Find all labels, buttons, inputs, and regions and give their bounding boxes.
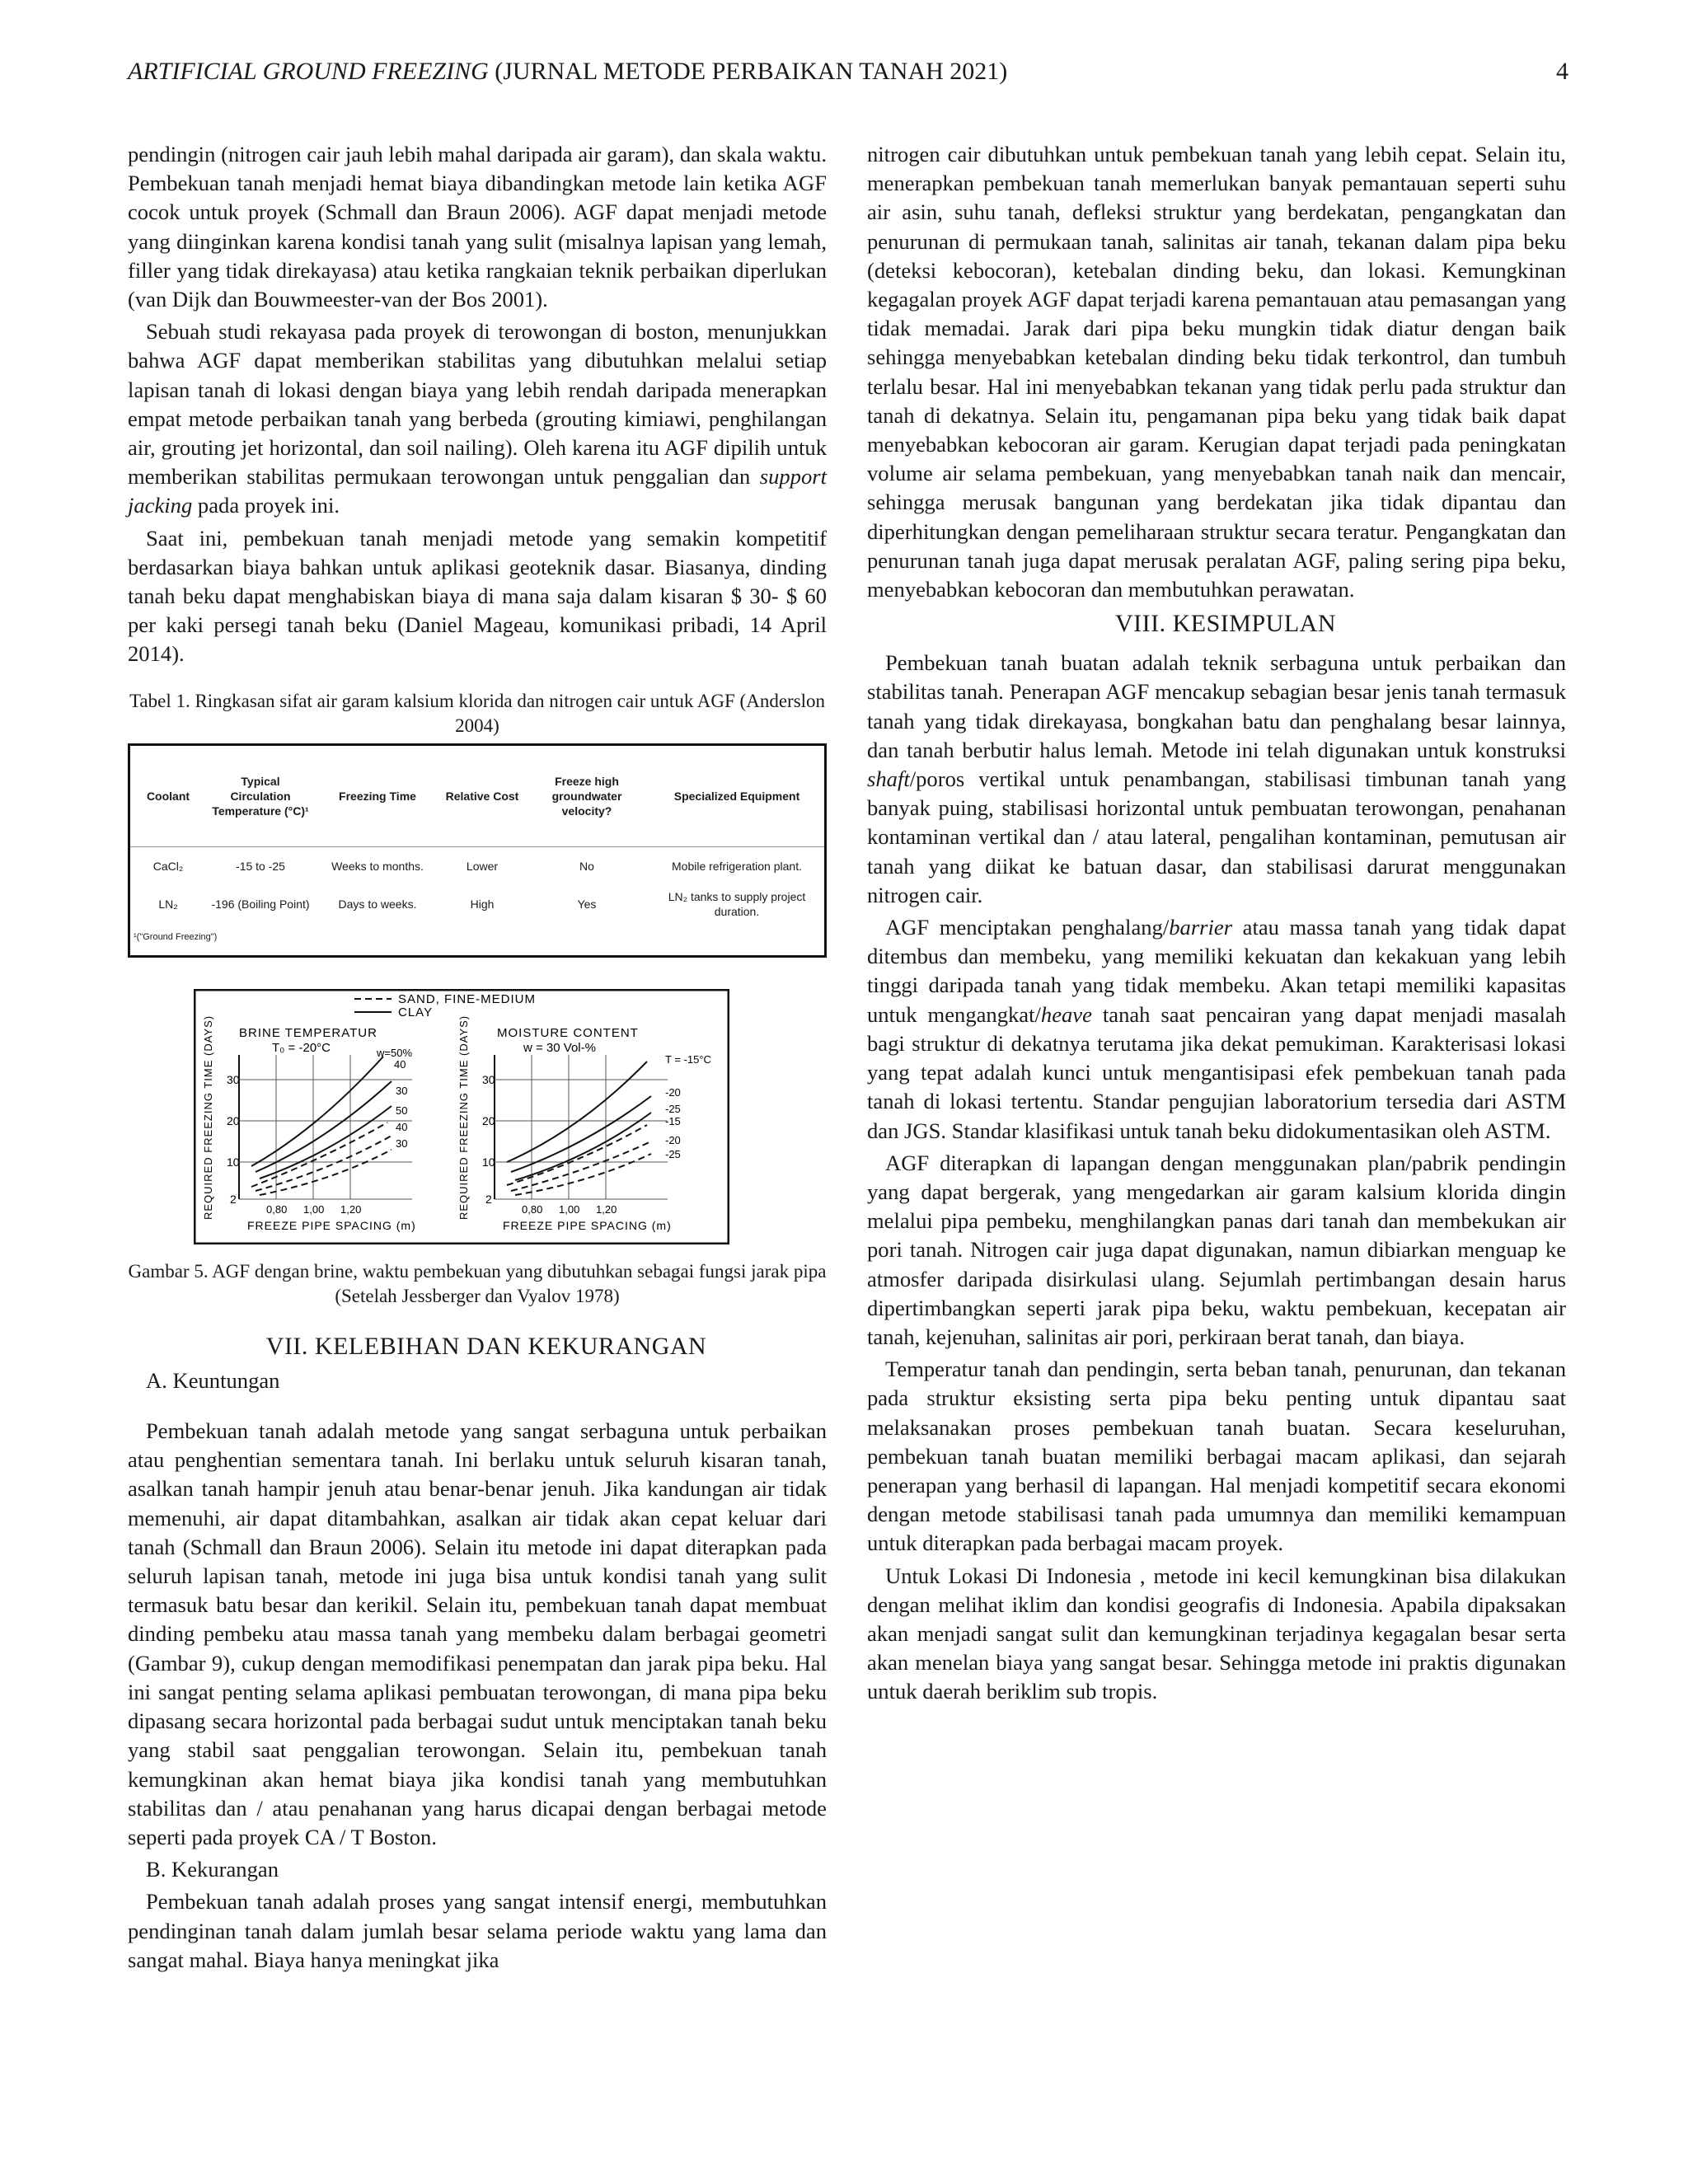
paragraph: Saat ini, pembekuan tanah menjadi metode yang semakin kompetitif berdasarkan biaya bahkan untuk aplikasi geoteknik dasar. Biasanya, dinding tanah beku dapat menghabiskan biaya di mana saja dalam kisaran $ 30- $ 60 per kaki persegi tanah beku (Daniel Mageau, komunikasi pribadi, 14 April 2014).: [128, 525, 827, 667]
table-cell: No: [579, 859, 594, 873]
curve-label: 40: [394, 1057, 406, 1071]
figure-caption: Gambar 5. AGF dengan brine, waktu pembekuan yang dibutuhkan sebagai fungsi jarak pipa (Setelah Jessberger dan Vyalov 1978): [128, 1260, 827, 1306]
table-row: [130, 885, 824, 923]
y-axis-label-left: REQUIRED FREEZING TIME (DAYS): [202, 1015, 214, 1220]
table-cell: High: [470, 897, 495, 911]
table-cell: CaCl₂: [152, 859, 184, 873]
legend-sand-label: SAND, FINE-MEDIUM: [398, 991, 536, 1006]
y-tick-label: 10: [227, 1155, 240, 1169]
table-cell: -15 to -25: [236, 859, 285, 873]
subsection-heading: A. Keuntungan: [146, 1367, 280, 1393]
table-cell: Lower: [466, 859, 499, 873]
table-header-cell: Freeze high groundwater velocity?: [524, 746, 649, 847]
x-tick-label: 1,00: [559, 1202, 580, 1216]
x-axis-label-right: FREEZE PIPE SPACING (m): [503, 1218, 672, 1232]
y-axis-label-right: REQUIRED FREEZING TIME (DAYS): [457, 1015, 470, 1220]
paragraph: pendingin (nitrogen cair jauh lebih mahal daripada air garam), dan skala waktu. Pembekuan tanah menjadi hemat biaya dibandingkan metode lain ketika AGF cocok untuk proyek (Schmall dan Braun 2006). AGF dapat menjadi metode yang diinginkan karena kondisi tanah yang sulit (misalnya lapisan yang lemah, filler yang tidak direkayasa) atau ketika rangkaian teknik perbaikan diperlukan (van Dijk dan Bouwmeester-van der Bos 2001).: [128, 142, 827, 312]
paragraph-text: Sebuah studi rekayasa pada proyek di terowongan di boston, menunjukkan bahwa AGF dapat memberikan stabilitas yang dibutuhkan melalui setiap lapisan tanah di lokasi dengan biaya yang lebih rendah daripada menerapkan empat metode perbaikan tanah yang berbeda (grouting kimiawi, penghilangan air, grouting jet horizontal, dan soil nailing). Oleh karena itu AGF dipilih untuk memberikan stabilitas permukaan terowongan untuk penggalian dan: [128, 319, 827, 490]
paragraph: Pembekuan tanah adalah metode yang sangat serbaguna untuk perbaikan atau penghentian sementara tanah. Ini berlaku untuk seluruh kisaran tanah, asalkan tanah hampir jenuh atau benar-benar jenuh. Jika kandungan air tidak memenuhi, air dapat ditambahkan, asalkan air tidak akan cepat keluar dari tanah (Schmall dan Braun 2006). Selain itu metode ini dapat diterapkan pada seluruh lapisan tanah, metode ini juga bisa untuk kondisi tanah yang sulit termasuk batu besar dan kerikil. Selain itu, pembekuan tanah dapat membuat dinding pembeku atau massa tanah yang membeku dalam berbagai geometri (Gambar 9), cukup dengan memodifikasi penempatan dan jarak pipa beku. Hal ini sangat penting selama aplikasi pembuatan terowongan, di mana pipa beku dipasang secara horizontal pada berbagai sudut untuk menciptakan tanah beku yang stabil saat penggalian terowongan. Selain itu, pembekuan tanah kemungkinan akan hemat biaya jika kondisi tanah yang membutuhkan stabilitas dan / atau penahanan yang harus dicapai dengan berbagai metode seperti pada proyek CA / T Boston.: [128, 1418, 827, 1849]
paragraph: [128, 317, 827, 520]
paragraph: [867, 649, 1566, 910]
paragraph-text: pada proyek ini.: [192, 493, 340, 518]
table-header-cell: Coolant: [130, 746, 206, 847]
curve-label: -20: [665, 1085, 681, 1099]
curve-label: -25: [665, 1147, 681, 1160]
running-header: [128, 58, 1568, 94]
curve-label: T = -15°C: [665, 1052, 711, 1066]
y-tick-label: 10: [482, 1155, 495, 1169]
y-tick-label: 30: [227, 1072, 240, 1086]
paragraph-text: Pembekuan tanah buatan adalah teknik serbaguna untuk perbaikan dan stabilitas tanah. Penerapan AGF mencakup sebagian besar jenis tanah termasuk tanah yang tidak direkayasa, bongkahan batu dan penghalang besar lainnya, dan tanah berbutir halus lemah. Metode ini telah digunakan untuk konstruksi: [867, 650, 1566, 762]
italic-term: shaft: [867, 766, 910, 792]
table-cell: -196 (Boiling Point): [211, 897, 310, 911]
paragraph-text: AGF menciptakan penghalang/: [885, 915, 1170, 940]
subsection-heading: B. Kekurangan: [146, 1857, 279, 1882]
paragraph: Temperatur tanah dan pendingin, serta beban tanah, penurunan, dan tekanan pada struktur eksisting serta pipa beku penting untuk dipantau saat melaksanakan proses pembekuan tanah buatan. Secara keseluruhan, pembekuan tanah buatan memiliki berbagai macam aplikasi, dan sejarah penerapan yang berhasil di lapangan. Hal menjadi kompetitif secara ekonomi dengan metode stabilisasi tanah pada umumnya dan memiliki kemampuan untuk diterapkan pada berbagai macam proyek.: [867, 1357, 1566, 1556]
x-tick-label: 0,80: [522, 1202, 543, 1216]
paragraph: [867, 913, 1566, 1146]
table-header-cell: Freezing Time: [315, 746, 440, 847]
paragraph: Pembekuan tanah adalah proses yang sangat intensif energi, membutuhkan pendinginan tanah dalam jumlah besar selama periode waktu yang lama dan sangat mahal. Biaya hanya meningkat jika: [128, 1889, 827, 1972]
section-heading: VIII. KESIMPULAN: [1115, 610, 1336, 638]
x-axis-label-left: FREEZE PIPE SPACING (m): [247, 1218, 416, 1232]
curve-label: 50: [396, 1104, 408, 1117]
paragraph: AGF diterapkan di lapangan dengan menggunakan plan/pabrik pendingin yang dapat bergerak, yang mengedarkan air garam kalsium klorida dingin melalui pipa pembeku, menghilangkan panas dari tanah dan membekukan air pori tanah. Nitrogen cair juga dapat digunakan, namun dibiarkan menguap ke atmosfer daripada disirkulasi ulang. Sejumlah pertimbangan desain harus dipertimbangkan seperti jarak pipa beku, waktu pembekuan, kecepatan air tanah, kejenuhan, salinitas air pori, perkiraan berat tanah, dan biaya.: [867, 1150, 1566, 1349]
x-tick-label: 0,80: [266, 1202, 288, 1216]
figure-freezing-time: [194, 989, 827, 1244]
data-table: [130, 746, 824, 923]
paragraph: Untuk Lokasi Di Indonesia , metode ini kecil kemungkinan bisa dilakukan dengan melihat iklim dan kondisi geografis di Indonesia. Apabila dipaksakan akan menjadi sangat sulit dan kemungkinan terjadinya kegagalan besar serta akan menelan biaya yang sangat besar. Sehingga metode ini praktis digunakan untuk daerah beriklim sub tropis.: [867, 1563, 1566, 1704]
x-tick-label: 1,20: [340, 1202, 362, 1216]
curve-label: 30: [396, 1084, 408, 1097]
table-cell: Days to weeks.: [338, 897, 417, 911]
paragraph-text: atau massa tanah yang tidak dapat ditembus dan membeku, yang memiliki kekuatan dan kekakuan yang lebih tinggi daripada tanah yang tidak membeku. Akan tetapi memiliki kapasitas untuk mengangkat/: [867, 915, 1566, 1027]
table-header-cell: Specialized Equipment: [649, 746, 824, 847]
right-panel-title: MOISTURE CONTENT: [497, 1025, 639, 1040]
table-header-row: [130, 746, 824, 847]
table-cell: LN₂: [158, 897, 178, 911]
section-heading: VII. KELEBIHAN DAN KEKURANGAN: [265, 1332, 707, 1360]
y-tick-label: 2: [230, 1192, 237, 1206]
curve-label: -25: [665, 1102, 681, 1115]
right-panel-subtitle: w = 30 Vol-%: [523, 1040, 596, 1055]
page-number: 4: [1556, 58, 1568, 85]
legend-clay-label: CLAY: [398, 1005, 434, 1019]
table-cell: Weeks to months.: [331, 859, 424, 873]
table-row: [130, 846, 824, 885]
italic-term: support jacking: [128, 464, 827, 518]
header-title-rest: (JURNAL METODE PERBAIKAN TANAH 2021): [488, 58, 1008, 85]
y-tick-label: 2: [485, 1192, 492, 1206]
paragraph: nitrogen cair dibutuhkan untuk pembekuan tanah yang lebih cepat. Selain itu, menerapkan pembekuan tanah memerlukan banyak pemantauan seperti suhu air asin, suhu tanah, defleksi struktur yang berdekatan, pengangkatan dan penurunan di permukaan tanah, salinitas air tanah, tekanan dalam pipa beku (deteksi kebocoran), ketebalan dinding beku, dan lokasi. Kemungkinan kegagalan proyek AGF dapat terjadi karena pemantauan atau pemasangan yang tidak memadai. Jarak dari pipa beku mungkin tidak diatur dengan baik sehingga menyebabkan ketebalan dinding beku tidak terkontrol, dan tumbuh terlalu besar. Hal ini menyebabkan tekanan yang tidak perlu pada struktur dan tanah di dekatnya. Selain itu, pengamanan pipa beku yang tidak baik dapat menyebabkan kebocoran air garam. Kerugian dapat terjadi pada peningkatan volume air selama pembekuan, yang menyebabkan tanah naik dan mencair, sehingga merusak bangunan yang berdekatan jika tidak dipantau dan diperhitungkan dengan pemeliharaan struktur secara teratur. Pengangkatan dan penurunan tanah juga dapat merusak peralatan AGF, paling sering pipa beku, menyebabkan kebocoran dan membutuhkan perawatan.: [867, 142, 1566, 602]
curve-label: 40: [396, 1120, 408, 1133]
curve-label: -15: [665, 1114, 681, 1127]
table-cell: Mobile refrigeration plant.: [672, 859, 802, 873]
paragraph-text: tanah saat pencairan yang dapat menjadi masalah bagi struktur di dekatnya terutama jika dekat pemukiman. Karakterisasi lokasi yang tepat adalah kunci untuk mengantisipasi efek pembekuan tanah pada tanah di lokasi tertentu. Standar pengujian laboratorium tersedia dari ASTM dan JGS. Standar klasifikasi untuk tanah beku didokumentasikan oleh ASTM.: [867, 1001, 1566, 1143]
left-panel-subtitle: T₀ = -20°C: [272, 1040, 331, 1055]
table-footnote: ¹("Ground Freezing"): [134, 931, 218, 942]
table-header-cell: Typical Circulation Temperature (°C)¹: [206, 746, 315, 847]
paragraph-text: /poros vertikal untuk penambangan, stabilisasi timbunan tanah yang banyak puing, stabilisasi horizontal untuk pembuatan terowongan, penahanan kontaminan vertikal dan / atau lateral, pengalihan kontaminan, pemutusan air tanah yang diikat ke batuan dasar, dan stabilisasi darurat menggunakan nitrogen cair.: [867, 766, 1566, 907]
x-tick-label: 1,20: [596, 1202, 617, 1216]
left-panel-title: BRINE TEMPERATUR: [239, 1025, 377, 1040]
left-column: [128, 140, 827, 1978]
y-tick-label: 20: [227, 1113, 240, 1127]
x-tick-label: 1,00: [303, 1202, 325, 1216]
freezing-time-chart: [194, 989, 729, 1244]
y-tick-label: 20: [482, 1113, 495, 1127]
right-column: [867, 140, 1566, 1710]
table-cell: Yes: [577, 897, 597, 911]
italic-term: heave: [1040, 1001, 1092, 1027]
table-header-cell: Relative Cost: [440, 746, 524, 847]
curve-label: w=50%: [377, 1046, 412, 1059]
curve-label: 30: [396, 1137, 408, 1150]
table-caption: Tabel 1. Ringkasan sifat air garam kalsium klorida dan nitrogen cair untuk AGF (Anderslon 2004): [129, 690, 826, 736]
y-tick-label: 30: [482, 1072, 495, 1086]
curve-label: -20: [665, 1133, 681, 1146]
data-table-frame: [128, 743, 827, 958]
header-title-italic: ARTIFICIAL GROUND FREEZING: [128, 58, 489, 85]
table-cell: LN₂ tanks to supply project duration.: [668, 889, 806, 918]
italic-term: barrier: [1169, 915, 1233, 940]
